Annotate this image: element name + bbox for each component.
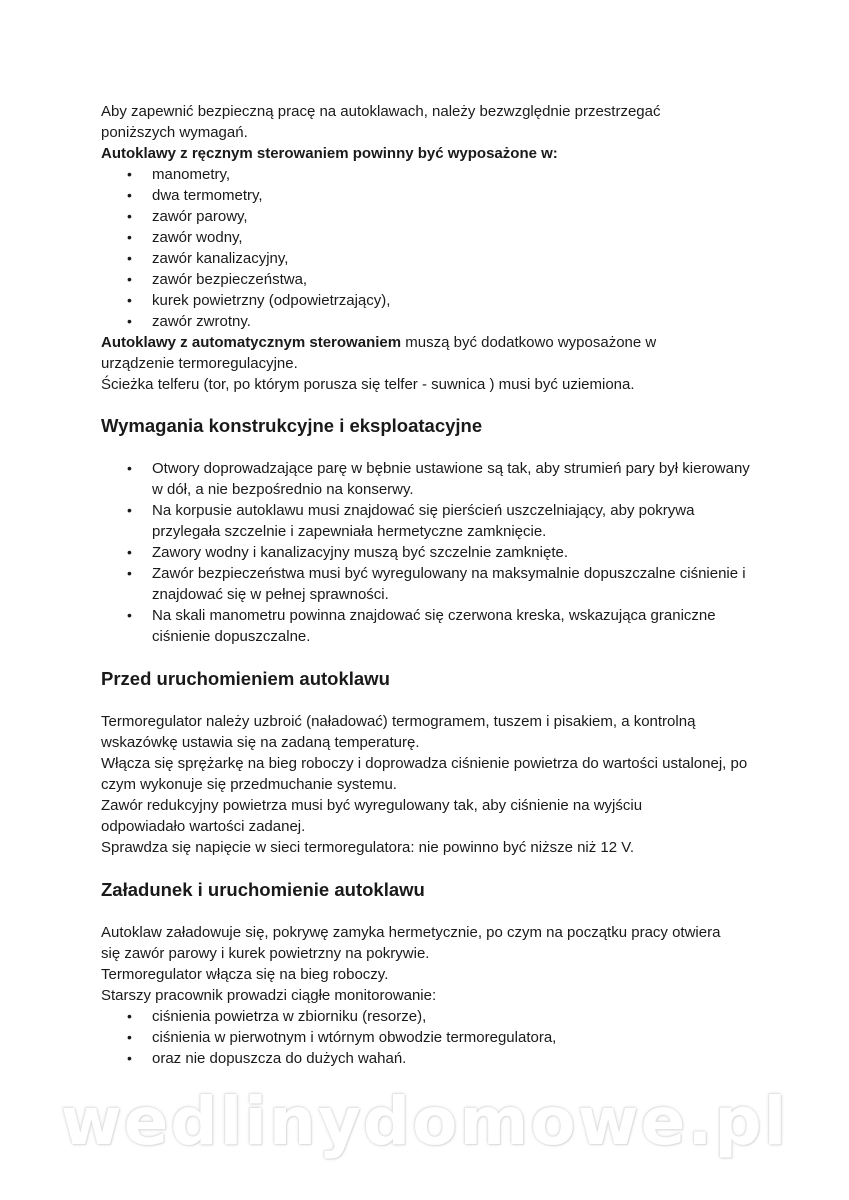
list-item: • dwa termometry, [152,185,751,206]
section-title-before-start: Przed uruchomieniem autoklawu [101,668,390,689]
list-item: • ciśnienia w pierwotnym i wtórnym obwodzie termoregulatora, [152,1027,751,1048]
paragraph: Termoregulator należy uzbroić (naładować) termogramem, tuszem i pisakiem, a kontrolną wskazówkę ustawia się na zadaną temperaturę. [101,713,696,751]
manual-control-heading: Autoklawy z ręcznym sterowaniem powinny być wyposażone w: [101,145,558,162]
list-item: • Zawór bezpieczeństwa musi być wyregulowany na maksymalnie dopuszczalne ciśnienie i znajdować się w pełnej sprawności. [152,563,752,605]
list-item: • zawór zwrotny. [152,311,751,332]
section-title-loading: Załadunek i uruchomienie autoklawu [101,879,425,900]
list-item: • Zawory wodny i kanalizacyjny muszą być szczelnie zamknięte. [152,542,752,563]
automatic-control-text: muszą być dodatkowo wyposażone w urządzenie termoregulacyjne. [101,334,657,372]
list-item: • zawór wodny, [152,227,751,248]
list-item: • manometry, [152,164,751,185]
automatic-control-bold: Autoklawy z automatycznym sterowaniem [101,334,402,351]
list-item: • zawór kanalizacyjny, [152,248,751,269]
list-item: • ciśnienia powietrza w zbiorniku (resorze), [152,1006,751,1027]
list-item: • kurek powietrzny (odpowietrzający), [152,290,751,311]
watermark: wedlinydomowe.pl [60,1083,789,1160]
paragraph: Termoregulator włącza się na bieg roboczy. [101,966,389,983]
paragraph: Włącza się sprężarkę na bieg roboczy i doprowadza ciśnienie powietrza do wartości ustalonej, po czym wykonuje się przedmuchanie systemu. [101,755,748,793]
automatic-control-paragraph [101,332,721,374]
manual-equipment-list [152,164,751,332]
list-item: • Na korpusie autoklawu musi znajdować się pierścień uszczelniający, aby pokrywa przylegała szczelnie i zapewniała hermetyczne zamknięcie. [152,500,752,542]
telfer-paragraph: Ścieżka telferu (tor, po którym porusza się telfer - suwnica ) musi być uziemiona. [101,376,635,393]
list-item: • Otwory doprowadzające parę w bębnie ustawione są tak, aby strumień pary był kierowany w dół, a nie bezpośrednio na konserwy. [152,458,752,500]
list-item: • oraz nie dopuszcza do dużych wahań. [152,1048,751,1069]
intro-paragraph: Aby zapewnić bezpieczną pracę na autoklawach, należy bezwzględnie przestrzegać poniższych wymagań. [101,103,661,141]
paragraph: Starszy pracownik prowadzi ciągłe monitorowanie: [101,987,437,1004]
list-item: • zawór parowy, [152,206,751,227]
paragraph: Zawór redukcyjny powietrza musi być wyregulowany tak, aby ciśnienie na wyjściu odpowiadało wartości zadanej. [101,797,643,835]
monitoring-list [152,1006,751,1069]
list-item: • zawór bezpieczeństwa, [152,269,751,290]
paragraph: Autoklaw załadowuje się, pokrywę zamyka hermetycznie, po czym na początku pracy otwiera się zawór parowy i kurek powietrzny na pokrywie. [101,924,721,962]
requirements-list [152,458,752,647]
document-page [101,101,751,1069]
list-item: • Na skali manometru powinna znajdować się czerwona kreska, wskazująca graniczne ciśnienie dopuszczalne. [152,605,752,647]
section-title-requirements: Wymagania konstrukcyjne i eksploatacyjne [101,415,483,436]
paragraph: Sprawdza się napięcie w sieci termoregulatora: nie powinno być niższe niż 12 V. [101,839,635,856]
